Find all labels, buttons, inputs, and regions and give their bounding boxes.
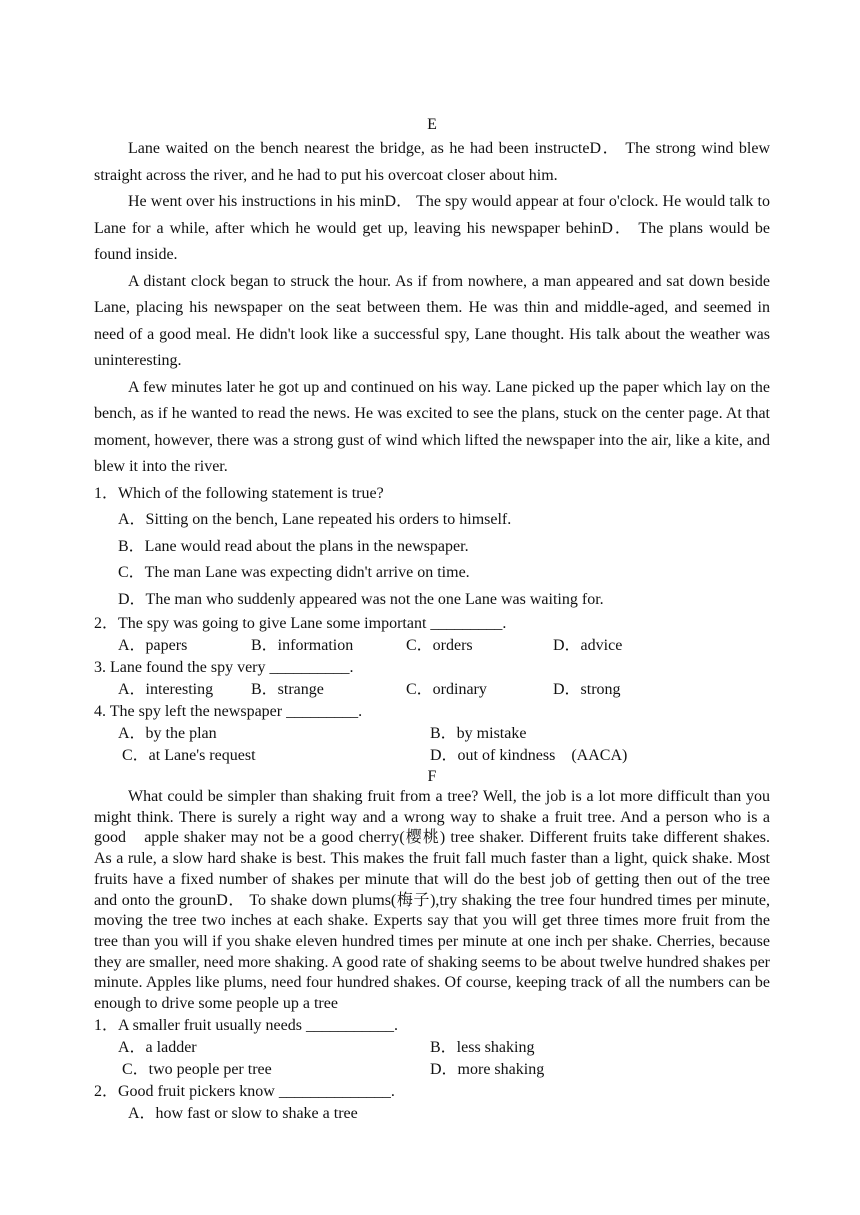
question-stem: 4. The spy left the newspaper _________. [94,703,363,720]
options-row [94,1103,770,1125]
option-a: A．papers [118,637,188,654]
section-e-title: E [427,116,437,133]
option-c: C．two people per tree [122,1060,272,1078]
option-d: D．advice [553,637,623,654]
options-row [94,745,770,767]
question-stem: 1．A smaller fruit usually needs ___________. [94,1016,398,1034]
option-a: A．by the plan [118,725,217,742]
option-b: B．by mistake [430,725,527,742]
options-row [94,723,770,745]
options-row [94,1059,770,1081]
question-stem: 1．Which of the following statement is true? [94,484,384,502]
option-a: A．interesting [118,681,214,698]
option-a: A．how fast or slow to shake a tree [128,1104,358,1122]
option-c: C．at Lane's request [122,747,256,764]
option-d: D．more shaking [430,1060,545,1078]
option-b: B．strange [251,681,324,698]
section-e-question-4 [94,701,770,767]
option-a: A．Sitting on the bench, Lane repeated his orders to himself. [118,511,512,528]
section-e-question-2 [94,613,770,657]
option-c: C．orders [406,637,473,654]
options-row [94,1037,770,1059]
section-f-paragraph: What could be simpler than shaking fruit from a tree? Well, the job is a lot more difficult than you might think. There is surely a right way and a wrong way to shake a fruit tree. And a person who is a good apple shaker may not be a good cherry(樱桃) tree shaker. Different fruits take different shakes. As a rule, a slow hard shake is best. This makes the fruit fall much faster than a light, quick shake. Most fruits have a fixed number of shakes per minute that will do the best job of getting then out of the tree and onto the grounD． To shake down plums(梅子),try shaking the tree four hundred times per minute, moving the tree two inches at each shake. Experts say that you will get three times more fruit from the tree than you will if you shake eleven hundred times per minute at one inch per shake. Cherries, because they are smaller, need more shaking. A good rate of shaking seems to be about twelve hundred shakes per minute. Apples like plums, need four hundred shakes. Of course, keeping track of all the numbers can be enough to drive some people up a tree [94,788,787,1013]
option-a: A．a ladder [118,1038,197,1056]
option-d: D．strong [553,681,621,698]
section-e-question-3 [94,657,770,701]
option-d: D．out of kindness (AACA) [430,747,628,764]
section-e-question-1 [94,481,770,614]
question-stem: 3. Lane found the spy very __________. [94,659,354,676]
option-b: B．information [251,637,354,654]
question-stem: 2．The spy was going to give Lane some important _________. [94,615,507,632]
section-f-question-1 [94,1015,770,1081]
section-e-paragraph-3: A distant clock began to struck the hour. As if from nowhere, a man appeared and sat down beside Lane, placing his newspaper on the seat between them. He was thin and middle-aged, and seemed in need of a good meal. He didn't look like a successful spy, Lane thought. His talk about the weather was uninteresting. [94,272,770,369]
question-stem: 2．Good fruit pickers know ______________. [94,1082,395,1100]
options-row [94,679,770,701]
document-content [94,114,787,1125]
section-e-paragraph-1: Lane waited on the bench nearest the bridge, as he had been instructeD． The strong wind blew straight across the river, and he had to put his overcoat closer about him. [94,140,770,184]
section-f-title: F [427,768,437,785]
option-b: B．less shaking [430,1038,535,1056]
option-c: C．The man Lane was expecting didn't arrive on time. [118,564,470,581]
options-row [94,635,770,657]
option-d: D．The man who suddenly appeared was not the one Lane was waiting for. [118,590,604,608]
section-e-paragraph-2: He went over his instructions in his minD． The spy would appear at four o'clock. He would talk to Lane for a while, after which he would get up, leaving his newspaper behinD． The plans would be found inside. [94,193,770,263]
section-f-question-2 [94,1081,770,1125]
section-e-paragraph-4: A few minutes later he got up and continued on his way. Lane picked up the paper which lay on the bench, as if he wanted to read the news. He was excited to see the plans, stuck on the center page. At that moment, however, there was a strong gust of wind which lifted the newspaper into the air, like a kite, and blew it into the river. [94,378,770,475]
option-c: C．ordinary [406,681,487,698]
option-b: B．Lane would read about the plans in the newspaper. [118,537,469,555]
